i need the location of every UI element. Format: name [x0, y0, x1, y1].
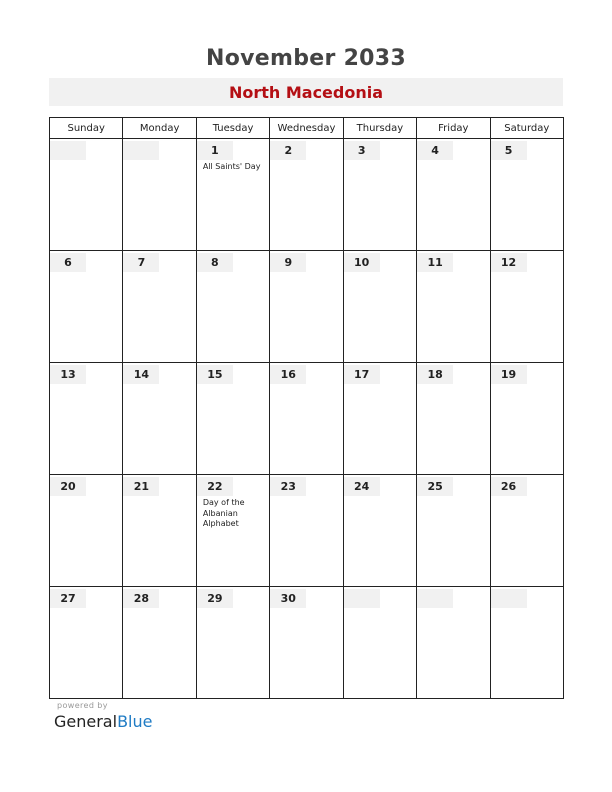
- weekday-thursday: Thursday: [343, 118, 416, 139]
- week-row: [50, 363, 564, 475]
- day-cell: [490, 587, 563, 699]
- day-number: 16: [270, 365, 306, 384]
- day-cell: [343, 475, 416, 587]
- day-number: 21: [123, 477, 159, 496]
- week-row: [50, 251, 564, 363]
- day-cell: [417, 475, 490, 587]
- calendar-body: [50, 139, 564, 699]
- calendar-grid: [49, 117, 564, 699]
- week-row: [50, 475, 564, 587]
- day-number: 2: [270, 141, 306, 160]
- day-number: [50, 141, 86, 160]
- weekday-sunday: Sunday: [50, 118, 123, 139]
- day-number: 19: [491, 365, 527, 384]
- day-number: 22: [197, 477, 233, 496]
- day-number: 3: [344, 141, 380, 160]
- day-number: 10: [344, 253, 380, 272]
- day-number: 24: [344, 477, 380, 496]
- day-number: 14: [123, 365, 159, 384]
- day-cell: [490, 363, 563, 475]
- day-number: 27: [50, 589, 86, 608]
- day-cell: [50, 587, 123, 699]
- day-number: [417, 589, 453, 608]
- day-number: 29: [197, 589, 233, 608]
- day-number: 11: [417, 253, 453, 272]
- day-cell: [343, 139, 416, 251]
- powered-by-label: powered by: [57, 701, 108, 710]
- week-row: [50, 139, 564, 251]
- day-cell: [490, 251, 563, 363]
- day-number: 6: [50, 253, 86, 272]
- day-cell: [196, 139, 269, 251]
- day-cell: [270, 475, 343, 587]
- day-cell: [417, 587, 490, 699]
- day-number: 20: [50, 477, 86, 496]
- day-number: 26: [491, 477, 527, 496]
- day-cell: [123, 251, 196, 363]
- day-number: 17: [344, 365, 380, 384]
- day-cell: [123, 475, 196, 587]
- country-name: North Macedonia: [228, 83, 384, 102]
- day-number: 5: [491, 141, 527, 160]
- day-cell: [417, 251, 490, 363]
- day-number: 23: [270, 477, 306, 496]
- day-cell: [196, 587, 269, 699]
- day-cell: [417, 363, 490, 475]
- brand-part1: General: [54, 712, 118, 731]
- day-cell: [196, 363, 269, 475]
- weekday-wednesday: Wednesday: [270, 118, 343, 139]
- day-cell: [343, 363, 416, 475]
- day-cell: [123, 139, 196, 251]
- day-number: [344, 589, 380, 608]
- day-number: 30: [270, 589, 306, 608]
- brand-logo: [54, 712, 152, 731]
- day-number: [491, 589, 527, 608]
- day-cell: [196, 251, 269, 363]
- day-number: 12: [491, 253, 527, 272]
- day-cell: [343, 587, 416, 699]
- day-cell: [417, 139, 490, 251]
- day-number: 15: [197, 365, 233, 384]
- day-number: 7: [123, 253, 159, 272]
- day-cell: [490, 139, 563, 251]
- day-cell: [50, 363, 123, 475]
- holiday-label: Day of the Albanian Alphabet: [202, 498, 245, 528]
- day-cell: [270, 139, 343, 251]
- day-number: 18: [417, 365, 453, 384]
- day-cell: [196, 475, 269, 587]
- day-number: [123, 141, 159, 160]
- weekday-header-row: [50, 118, 564, 139]
- day-number: 4: [417, 141, 453, 160]
- day-cell: [343, 251, 416, 363]
- day-cell: [270, 251, 343, 363]
- holiday-label: All Saints' Day: [202, 162, 261, 171]
- day-number: 8: [197, 253, 233, 272]
- day-cell: [50, 251, 123, 363]
- day-cell: [50, 475, 123, 587]
- weekday-monday: Monday: [123, 118, 196, 139]
- day-number: 25: [417, 477, 453, 496]
- day-cell: [270, 363, 343, 475]
- day-cell: [123, 587, 196, 699]
- day-number: 28: [123, 589, 159, 608]
- day-cell: [123, 363, 196, 475]
- day-cell: [490, 475, 563, 587]
- country-banner: [49, 78, 563, 106]
- week-row: [50, 587, 564, 699]
- day-cell: [270, 587, 343, 699]
- day-number: 1: [197, 141, 233, 160]
- day-number: 13: [50, 365, 86, 384]
- weekday-friday: Friday: [417, 118, 490, 139]
- weekday-saturday: Saturday: [490, 118, 563, 139]
- calendar-title: November 2033: [205, 46, 407, 71]
- weekday-tuesday: Tuesday: [196, 118, 269, 139]
- brand-part2: Blue: [117, 712, 153, 731]
- day-cell: [50, 139, 123, 251]
- day-number: 9: [270, 253, 306, 272]
